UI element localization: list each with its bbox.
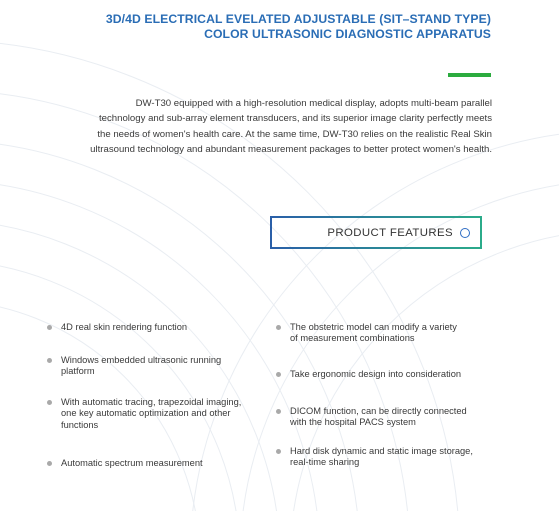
intro-line-3: the needs of women's health care. At the same time, DW-T30 relies on the realistic Real Skin <box>97 128 492 140</box>
bullet-dot-icon <box>47 358 52 363</box>
bullet-dot-icon <box>47 461 52 466</box>
feature-text-line: The obstetric model can modify a variety <box>290 322 457 332</box>
feature-text-line: of measurement combinations <box>290 333 415 344</box>
feature-text-line: Automatic spectrum measurement <box>61 458 203 468</box>
bullet-dot-icon <box>276 449 281 454</box>
feature-item <box>61 355 261 378</box>
title-line-2: COLOR ULTRASONIC DIAGNOSTIC APPARATUS <box>204 27 491 41</box>
feature-text-line: DICOM function, can be directly connected <box>290 406 467 416</box>
product-features-heading-box <box>270 216 482 249</box>
bullet-dot-icon <box>47 400 52 405</box>
accent-divider <box>448 73 491 77</box>
feature-item <box>61 322 261 333</box>
feature-item <box>290 446 505 469</box>
title-line-1: 3D/4D ELECTRICAL EVELATED ADJUSTABLE (SIT–STAND TYPE) <box>105 12 491 26</box>
bullet-dot-icon <box>47 325 52 330</box>
feature-text-line: Windows embedded ultrasonic running <box>61 355 222 365</box>
feature-text-line: functions <box>61 419 99 430</box>
page-title <box>71 12 491 42</box>
feature-text-line: with the hospital PACS system <box>290 417 416 428</box>
feature-text-line: With automatic tracing, trapezoidal imaging, <box>61 397 242 407</box>
product-features-label: PRODUCT FEATURES <box>327 226 453 239</box>
feature-item <box>61 458 261 469</box>
feature-item <box>290 322 500 345</box>
feature-text-line: Hard disk dynamic and static image storage, <box>290 446 473 456</box>
intro-paragraph <box>22 96 492 158</box>
feature-item <box>61 397 266 431</box>
feature-text-line: 4D real skin rendering function <box>61 322 188 332</box>
feature-text-line: real-time sharing <box>290 457 360 468</box>
feature-text-line: one key automatic optimization and other <box>61 408 231 419</box>
bullet-dot-icon <box>276 409 281 414</box>
feature-item <box>290 369 500 380</box>
bullet-dot-icon <box>276 325 281 330</box>
intro-line-4: ultrasound technology and abundant measurement packages to better protect women's health. <box>90 144 492 156</box>
intro-line-2: technology and sub-array element transducers, and its superior image clarity perfectly meets <box>99 113 492 125</box>
feature-text-line: platform <box>61 366 95 377</box>
intro-line-1: DW-T30 equipped with a high-resolution medical display, adopts multi-beam parallel <box>135 98 492 109</box>
feature-item <box>290 406 500 429</box>
circle-icon <box>460 228 470 238</box>
bullet-dot-icon <box>276 372 281 377</box>
feature-text-line: Take ergonomic design into consideration <box>290 369 462 379</box>
